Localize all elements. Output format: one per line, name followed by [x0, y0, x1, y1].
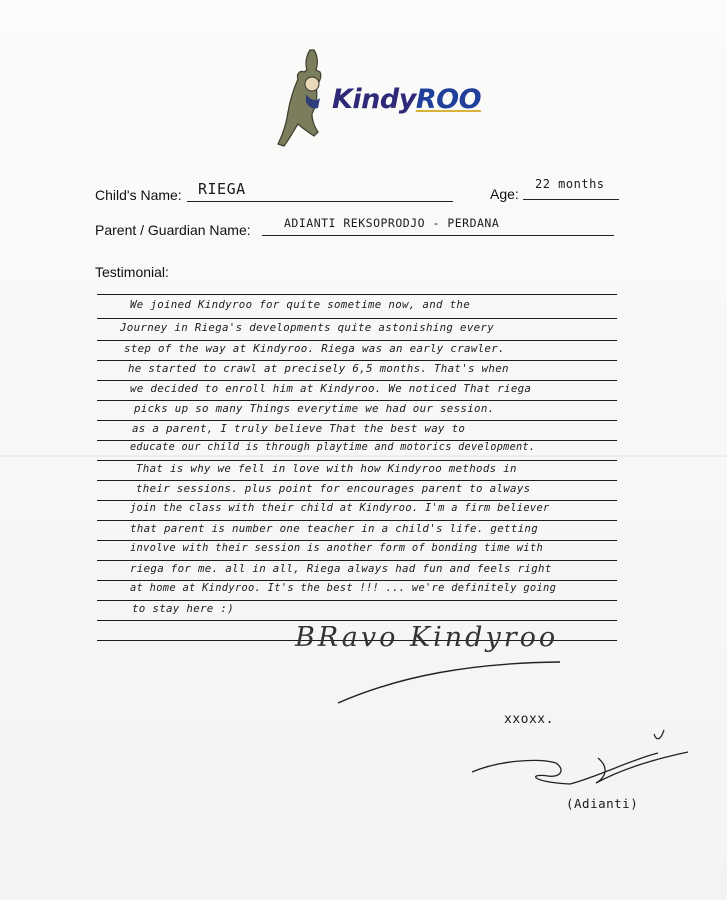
testimonial-line: to stay here :)	[132, 602, 235, 615]
testimonial-line: he started to crawl at precisely 6,5 months. That's when	[128, 362, 509, 375]
testimonial-line: that parent is number one teacher in a child's life. getting	[130, 522, 539, 535]
testimonial-line: We joined Kindyroo for quite sometime now, and the	[130, 298, 471, 311]
parent-name-value: ADIANTI REKSOPRODJO - PERDANA	[284, 216, 500, 230]
signature-name: (Adianti)	[566, 796, 639, 811]
testimonial-line: educate our child is through playtime and motorics development.	[130, 442, 536, 453]
testimonial-line: That is why we fell in love with how Kindyroo methods in	[136, 462, 517, 475]
kisses-text: xxoxx.	[504, 712, 554, 727]
testimonial-label: Testimonial:	[95, 264, 169, 280]
testimonial-line: involve with their session is another form of bonding time with	[130, 542, 544, 554]
testimonial-line: Journey in Riega's developments quite astonishing every	[120, 321, 495, 334]
childs-name-value: RIEGA	[198, 180, 246, 198]
testimonial-line: step of the way at Kindyroo. Riega was an early crawler.	[124, 342, 505, 355]
logo-wordmark: KindyROO	[332, 84, 482, 115]
testimonial-line: we decided to enroll him at Kindyroo. We noticed That riega	[130, 382, 532, 395]
parent-name-label: Parent / Guardian Name:	[95, 222, 251, 238]
testimonial-line: join the class with their child at Kindyroo. I'm a firm believer	[130, 502, 550, 514]
age-value: 22 months	[535, 177, 605, 191]
testimonial-line: riega for me. all in all, Riega always had fun and feels right	[130, 562, 552, 575]
age-label: Age:	[490, 186, 519, 202]
bravo-kindyroo-text: BRavo Kindyroo	[295, 622, 559, 653]
testimonial-line: at home at Kindyroo. It's the best !!! ... we're definitely going	[130, 582, 557, 594]
testimonial-line: their sessions. plus point for encourages parent to always	[136, 482, 531, 495]
testimonial-line: as a parent, I truly believe That the best way to	[132, 422, 466, 435]
testimonial-line: picks up so many Things everytime we had our session.	[134, 402, 495, 415]
childs-name-label: Child's Name:	[95, 187, 182, 203]
